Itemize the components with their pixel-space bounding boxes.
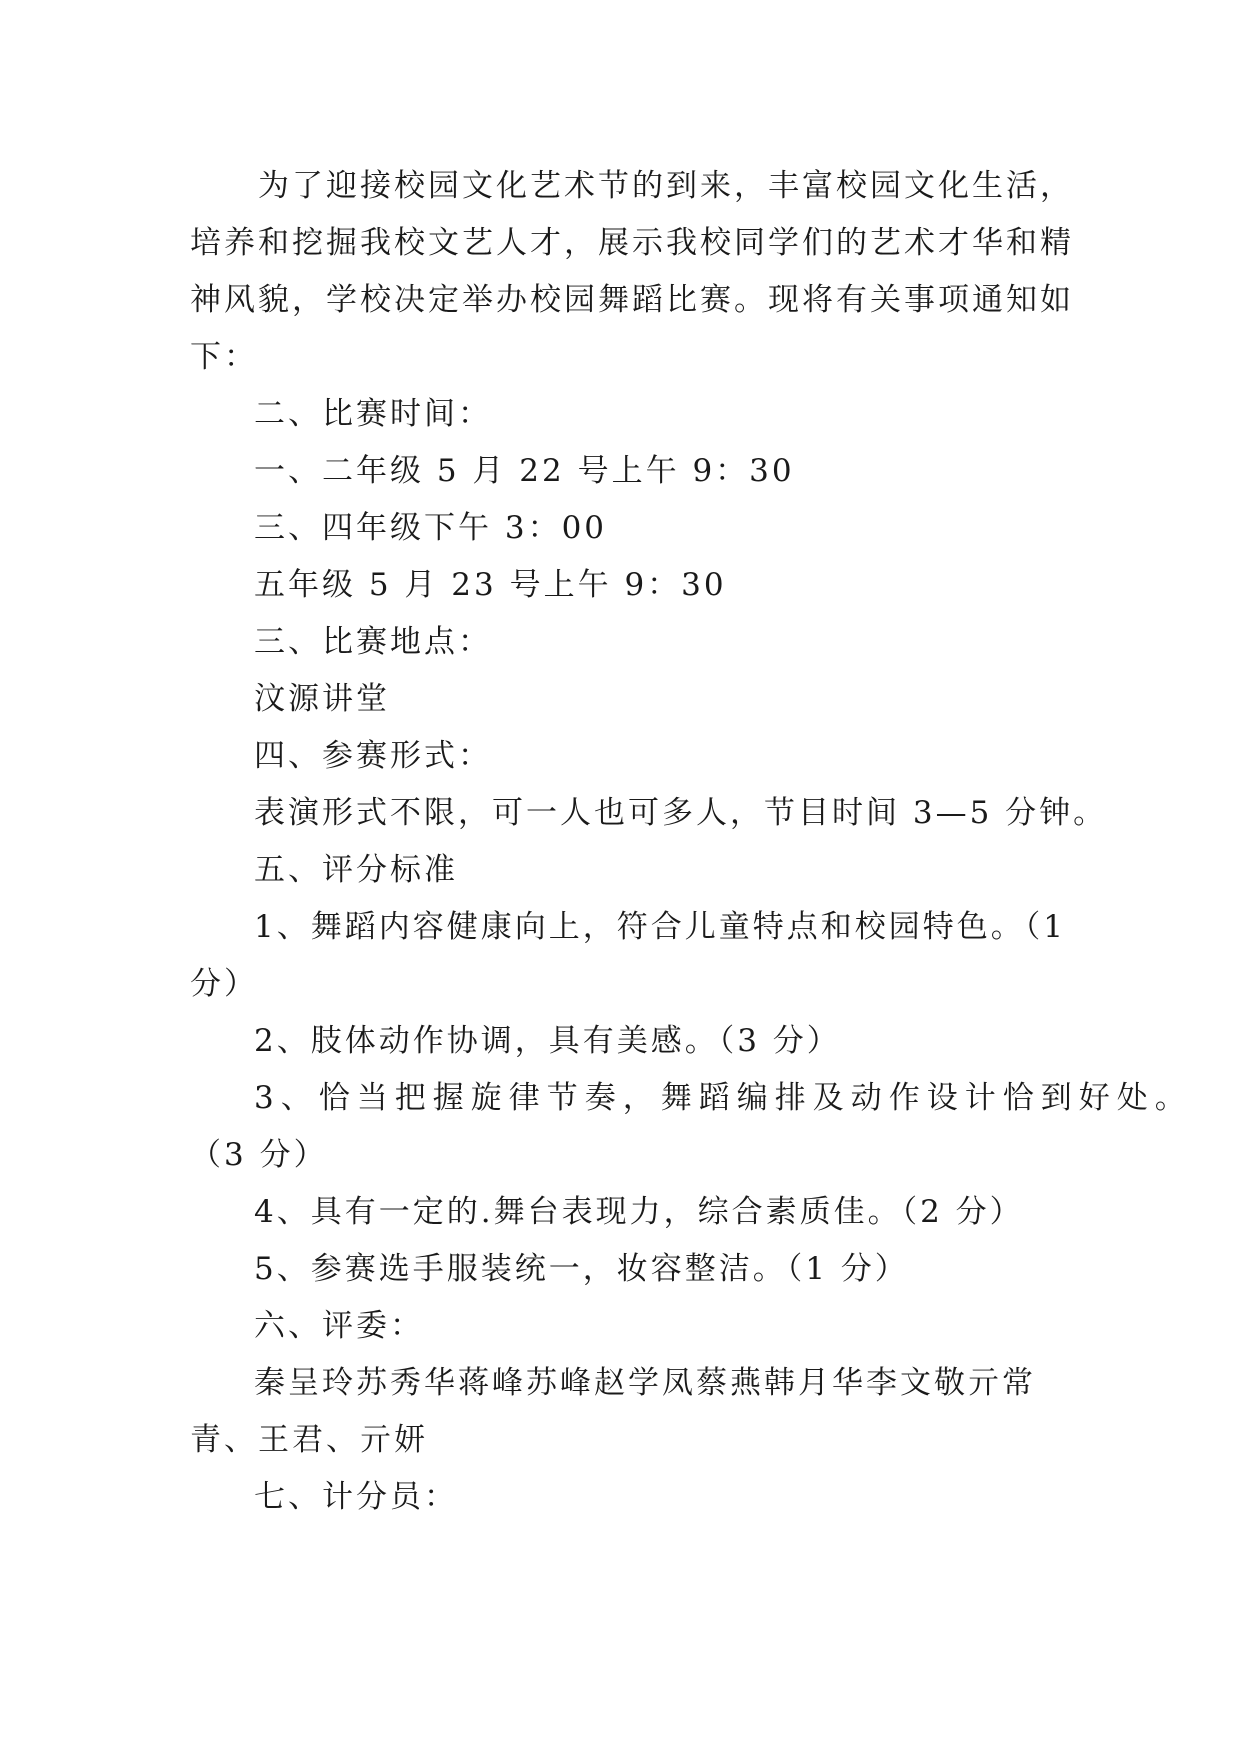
schedule-line: 五年级 5 月 23 号上午 9：30 [254, 567, 727, 603]
section-heading: 四、参赛形式： [254, 738, 492, 774]
criteria-line: 4、具有一定的.舞台表现力，综合素质佳。（2 分） [254, 1194, 1024, 1230]
paragraph-line: 下： [190, 339, 258, 375]
criteria-line: （3 分） [190, 1137, 328, 1173]
section-heading: 二、比赛时间： [254, 396, 492, 432]
judges-line: 秦呈玲苏秀华蒋峰苏峰赵学凤蔡燕韩月华李文敬亓常 [254, 1365, 1036, 1401]
venue-line: 汶源讲堂 [254, 681, 390, 717]
section-heading: 三、比赛地点： [254, 624, 492, 660]
paragraph-line: 培养和挖掘我校文艺人才，展示我校同学们的艺术才华和精 [190, 225, 1074, 261]
paragraph-line: 神风貌，学校决定举办校园舞蹈比赛。现将有关事项通知如 [190, 282, 1074, 318]
section-heading: 七、计分员： [254, 1479, 458, 1515]
schedule-line: 一、二年级 5 月 22 号上午 9：30 [254, 453, 795, 489]
criteria-line: 1、舞蹈内容健康向上，符合儿童特点和校园特色。（1 [254, 909, 1066, 945]
paragraph-line: 为了迎接校园文化艺术节的到来，丰富校园文化生活， [258, 168, 1074, 204]
format-line: 表演形式不限，可一人也可多人，节目时间 3—5 分钟。 [254, 795, 1108, 831]
judges-line: 青、王君、亓妍 [190, 1422, 428, 1458]
criteria-line: 5、参赛选手服装统一，妆容整洁。（1 分） [254, 1251, 909, 1287]
criteria-line: 2、肢体动作协调，具有美感。（3 分） [254, 1023, 841, 1059]
section-heading: 五、评分标准 [254, 852, 458, 888]
schedule-line: 三、四年级下午 3：00 [254, 510, 608, 546]
section-heading: 六、评委： [254, 1308, 424, 1344]
criteria-line: 分） [190, 966, 258, 1002]
criteria-line: 3、恰当把握旋律节奏，舞蹈编排及动作设计恰到好处。 [254, 1080, 1193, 1116]
